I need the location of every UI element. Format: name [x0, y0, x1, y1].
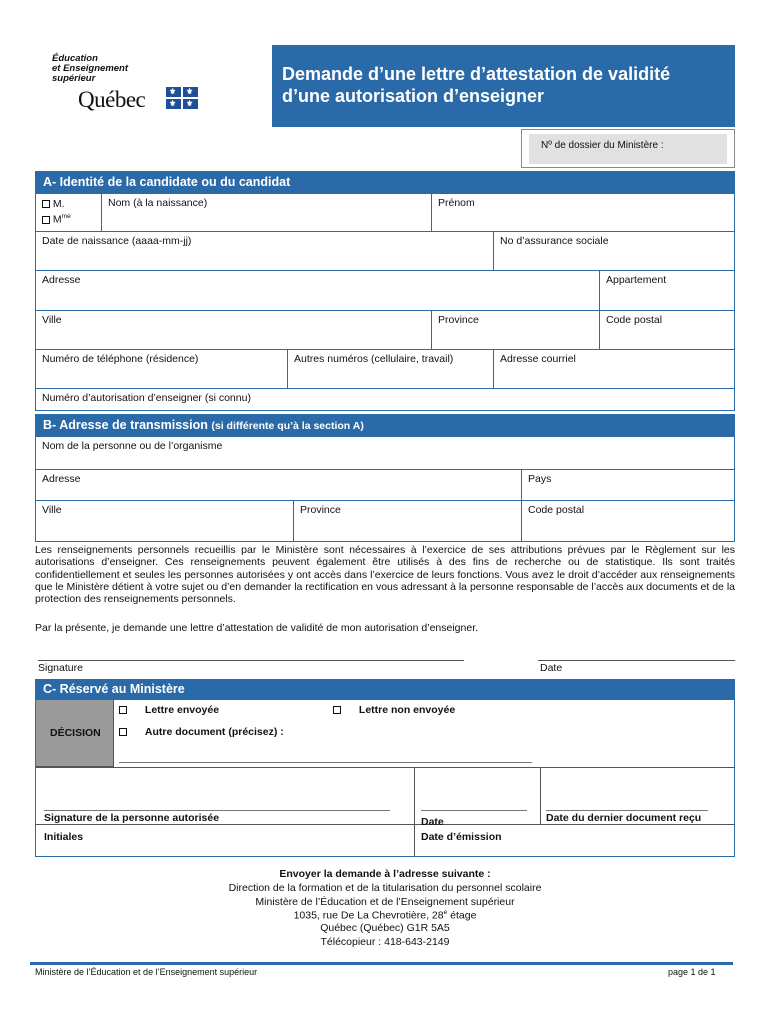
pays-field[interactable]	[522, 470, 734, 501]
civility-m-label: M.	[52, 198, 65, 210]
c-date-label: Date	[421, 816, 444, 828]
last-document-date-label: Date du dernier document reçu	[546, 812, 702, 824]
autre-document-line[interactable]	[119, 762, 532, 763]
b-adresse-field[interactable]	[36, 470, 522, 501]
date-naissance-label: Date de naissance (aaaa-mm-jj)	[42, 235, 192, 247]
autre-document-checkbox[interactable]	[119, 728, 127, 736]
initiales-label: Initiales	[44, 831, 84, 843]
signature-line[interactable]	[38, 660, 464, 661]
section-c-vline-1	[414, 767, 415, 856]
b-ville-field[interactable]	[36, 501, 294, 541]
send-to-line4: Québec (Québec) G1R 5A5	[320, 922, 450, 934]
form-title	[272, 45, 735, 127]
code-postal-field[interactable]	[600, 311, 734, 350]
lettre-non-envoyee-option	[333, 704, 455, 716]
section-b	[35, 414, 735, 542]
ville-label: Ville	[42, 314, 62, 326]
b-code-postal-field[interactable]	[522, 501, 734, 541]
telephone-label: Numéro de téléphone (résidence)	[42, 353, 199, 365]
section-c-divider-2	[36, 824, 734, 825]
last-document-date-line[interactable]	[546, 810, 708, 811]
nom-field[interactable]	[102, 194, 432, 232]
date-line[interactable]	[538, 660, 735, 661]
nas-label: No d’assurance sociale	[500, 235, 609, 247]
nas-field[interactable]	[494, 232, 734, 271]
decision-cell	[36, 700, 114, 767]
civility-m-checkbox[interactable]	[42, 200, 50, 208]
appartement-label: Appartement	[606, 274, 667, 286]
logo-text-line2: et Enseignement	[52, 63, 129, 74]
section-a	[35, 171, 735, 411]
logo-text-line1: Éducation	[52, 53, 98, 64]
title-line-2: d’une autorisation d’enseigner	[282, 86, 545, 106]
logo-text-line3: supérieur	[52, 73, 96, 84]
b-adresse-label: Adresse	[42, 473, 81, 485]
b-province-field[interactable]	[294, 501, 522, 541]
ville-field[interactable]	[36, 311, 432, 350]
telephone-field[interactable]	[36, 350, 288, 389]
send-to-line3-a: 1035, rue De La Chevrotière, 28	[293, 909, 444, 922]
pays-label: Pays	[528, 473, 552, 485]
decision-label: DÉCISION	[50, 727, 101, 739]
province-field[interactable]	[432, 311, 600, 350]
authorized-signature-label: Signature de la personne autorisée	[44, 812, 220, 824]
section-b-title-note: (si différente qu’à la section A)	[211, 420, 364, 432]
adresse-label: Adresse	[42, 274, 81, 286]
send-to-line3-sup: e	[443, 909, 448, 916]
nom-organisme-field[interactable]	[36, 437, 734, 470]
send-to-line5: Télécopieur : 418-643-2149	[320, 936, 450, 948]
footer-rule	[30, 962, 733, 965]
b-code-postal-label: Code postal	[528, 504, 585, 516]
lettre-envoyee-option	[119, 704, 219, 716]
quebec-flag-icon: ⚜ ⚜ ⚜ ⚜	[166, 87, 198, 109]
privacy-notice: Les renseignements personnels recueillis par le Ministère sont nécessaires à l’exercice de ses attributions prévues par le Règlement sur les autorisations d’enseigner. Ces renseignements peuvent également être utilisés à des fins de recherche ou de statistique. Ils sont traités confidentiellement et seules les personnes autorisées y ont accès dans l’exercice de leurs fonctions. Vous avez le droit d’accéder aux renseignements que le Ministère détient à votre sujet ou d’en demander la rectification en vous adressant à la personne responsable de l’accès aux documents et de la protection des renseignements personnels.	[35, 544, 735, 606]
b-province-label: Province	[300, 504, 341, 516]
send-to-line2: Ministère de l’Éducation et de l’Enseignement supérieur	[255, 896, 515, 908]
signature-label: Signature	[38, 662, 83, 674]
section-c-divider	[36, 767, 734, 768]
courriel-label: Adresse courriel	[500, 353, 576, 365]
autorisation-label: Numéro d’autorisation d’enseigner (si connu)	[42, 392, 251, 404]
lettre-envoyee-label: Lettre envoyée	[144, 704, 220, 716]
autorisation-field[interactable]	[36, 389, 734, 410]
civility-mme-checkbox[interactable]	[42, 216, 50, 224]
dossier-number-box	[521, 129, 735, 168]
autres-numeros-field[interactable]	[288, 350, 494, 389]
send-to-line3	[35, 909, 735, 922]
footer-page-number: page 1 de 1	[668, 967, 716, 977]
adresse-field[interactable]	[36, 271, 600, 311]
dossier-number-label: Nº de dossier du Ministère :	[541, 140, 664, 151]
appartement-field[interactable]	[600, 271, 734, 311]
send-to-heading: Envoyer la demande à l’adresse suivante :	[279, 868, 491, 880]
lettre-envoyee-checkbox[interactable]	[119, 706, 127, 714]
send-to-line3-b: étage	[447, 909, 477, 922]
autre-document-option	[119, 726, 284, 738]
section-b-title	[36, 415, 734, 437]
civility-mme-label: M	[52, 213, 62, 226]
lettre-non-envoyee-label: Lettre non envoyée	[358, 704, 456, 716]
courriel-field[interactable]	[494, 350, 734, 389]
title-line-1: Demande d’une lettre d’attestation de validité	[282, 64, 671, 84]
authorized-signature-line[interactable]	[44, 810, 390, 811]
ministry-logo	[52, 54, 212, 114]
dossier-number-field[interactable]	[529, 134, 727, 164]
logo-quebec-wordmark: Québec	[78, 87, 146, 112]
section-c-vline-2	[540, 767, 541, 824]
prenom-field[interactable]	[432, 194, 734, 232]
date-label: Date	[540, 662, 563, 674]
province-label: Province	[438, 314, 479, 326]
send-to-line1: Direction de la formation et de la titularisation du personnel scolaire	[228, 882, 542, 894]
request-statement: Par la présente, je demande une lettre d’attestation de validité de mon autorisation d’enseigner.	[35, 622, 479, 634]
date-naissance-field[interactable]	[36, 232, 494, 271]
b-ville-label: Ville	[42, 504, 62, 516]
autre-document-label: Autre document (précisez) :	[144, 726, 284, 738]
nom-organisme-label: Nom de la personne ou de l’organisme	[42, 440, 223, 452]
section-b-title-main: B- Adresse de transmission	[43, 418, 208, 432]
nom-label: Nom (à la naissance)	[108, 197, 208, 209]
prenom-label: Prénom	[438, 197, 475, 209]
civility-mme-sup: me	[61, 213, 71, 220]
autres-numeros-label: Autres numéros (cellulaire, travail)	[294, 353, 454, 365]
section-c	[35, 679, 735, 857]
section-a-title: A- Identité de la candidate ou du candidat	[36, 172, 734, 194]
code-postal-label: Code postal	[606, 314, 663, 326]
date-emission-label: Date d’émission	[421, 831, 502, 843]
c-date-line[interactable]	[421, 810, 527, 811]
civility-cell	[36, 194, 102, 232]
footer-ministry: Ministère de l’Éducation et de l’Enseignement supérieur	[35, 967, 258, 977]
section-c-title: C- Réservé au Ministère	[36, 680, 734, 700]
lettre-non-envoyee-checkbox[interactable]	[333, 706, 341, 714]
